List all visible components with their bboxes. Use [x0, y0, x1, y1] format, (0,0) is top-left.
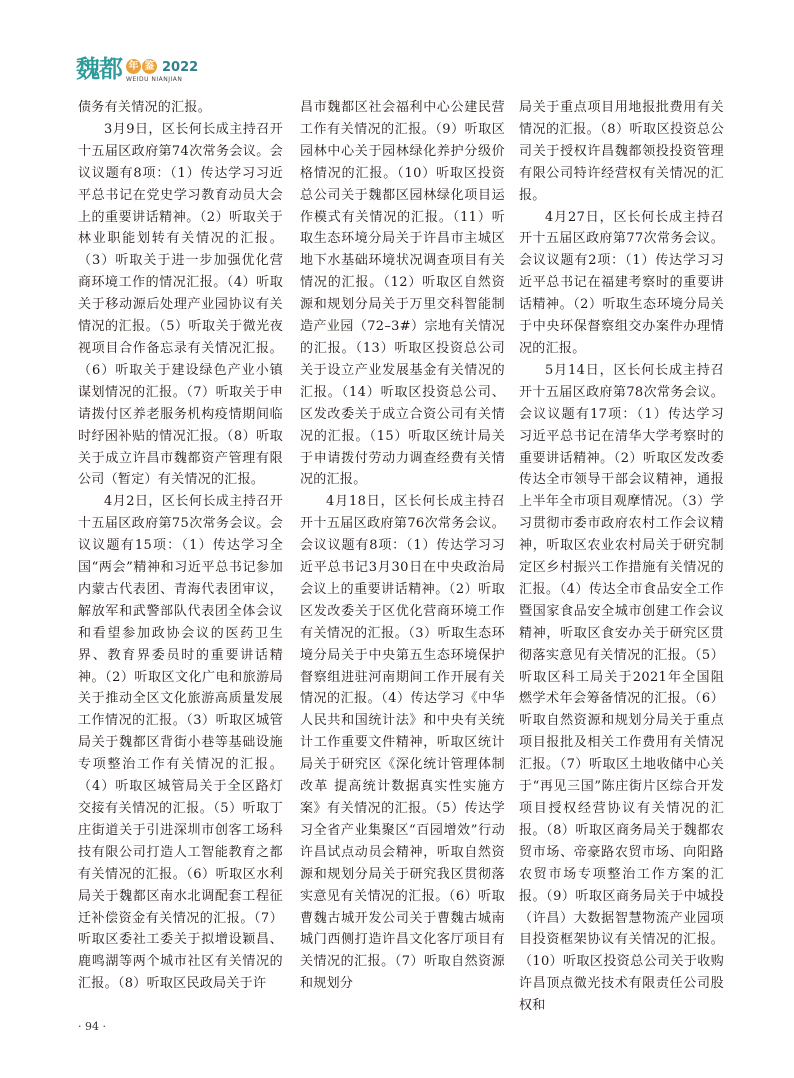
logo-subtitle: WEIDU NIANJIAN [126, 76, 183, 83]
text-column-3 [519, 97, 724, 1017]
logo-year: 2022 [162, 60, 199, 75]
logo-title: 魏都 [76, 54, 122, 83]
page-number: · 94 · [78, 1020, 106, 1033]
logo-badge [126, 59, 158, 74]
text-column-2 [300, 97, 505, 995]
paragraph: 局关于重点项目用地报批费用有关情况的汇报。（8）听取区投资总公司关于授权许昌魏都领投投资管理有限公司特许经营权有关情况的汇报。 [519, 100, 724, 203]
paragraph: 4月27日，区长何长成主持召开十五届区政府第77次常务会议。会议议题有2项：（1）传达学习习近平总书记在福建考察时的重要讲话精神。（2）听取生态环境分局关于中央环保督察组交办案件办理情况的汇报。 [519, 209, 724, 356]
logo-badge-char-2: 鉴 [142, 59, 157, 74]
logo-badge-char-1: 年 [126, 59, 141, 74]
paragraph: 5月14日，区长何长成主持召开十五届区政府第78次常务会议。会议议题有17项：（1）传达学习习近平总书记在清华大学考察时的重要讲话精神。（2）听取区发改委传达全市领导干部会议精神，通报上半年全市项目观摩情况。（3）学习贯彻市委市政府农村工作会议精神，听取区农业农村局关于研究制定区乡村振兴工作措施有关情况的汇报。（4）传达全市食品安全工作暨国家食品安全城市创建工作会议精神，听取区食安办关于研究区贯彻落实意见有关情况的汇报。（5）听取区科工局关于2021年全国阻燃学术年会筹备情况的汇报。（6）听取自然资源和规划分局关于重点项目报批及相关工作费用有关情况汇报。（7）听取区土地收储中心关于“再见三国”陈庄街片区综合开发项目授权经营协议有关情况的汇报。（8）听取区商务局关于魏都农贸市场、帝豪路农贸市场、向阳路农贸市场专项整治工作方案的汇报。（9）听取区商务局关于中城投（许昌）大数据智慧物流产业园项目投资框架协议有关情况的汇报。（10）听取区投资总公司关于收购许昌顶点微光技术有限责任公司股权和 [519, 362, 724, 1014]
paragraph: 4月2日，区长何长成主持召开十五届区政府第75次常务会议。会议议题有15项：（1）传达学习全国“两会”精神和习近平总书记参加内蒙古代表团、青海代表团审议，解放军和武警部队代表团全体会议和看望参加政协会议的医药卫生界、教育界委员时的重要讲话精神。（2）听取区文化广电和旅游局关于推动全区文化旅游高质量发展工作情况的汇报。（3）听取区城管局关于魏都区背街小巷等基础设施专项整治工作有关情况的汇报。（4）听取区城管局关于全区路灯交接有关情况的汇报。（5）听取丁庄街道关于引进深圳市创客工场科技有限公司打造人工智能教育之都有关情况的汇报。（6）听取区水利局关于魏都区南水北调配套工程征迁补偿资金有关情况的汇报。（7）听取区委社工委关于拟增设颖昌、鹿鸣湖等两个城市社区有关情况的汇报。（8）听取区民政局关于许 [78, 494, 283, 992]
paragraph: 4月18日，区长何长成主持召开十五届区政府第76次常务会议。会议议题有8项：（1）传达学习习近平总书记3月30日在中央政治局会议上的重要讲话精神。（2）听取区发改委关于区优化营商环境工作有关情况的汇报。（3）听取生态环境分局关于中央第五生态环境保护督察组进驻河南期间工作开展有关情况的汇报。（4）传达学习《中华人民共和国统计法》和中央有关统计工作重要文件精神，听取区统计局关于研究区《深化统计管理体制改革 提高统计数据真实性实施方案》有关情况的汇报。（5）传达学习全省产业集聚区“百园增效”行动许昌试点动员会精神，听取自然资源和规划分局关于研究我区贯彻落实意见有关情况的汇报。（6）听取曹魏古城开发公司关于曹魏古城南城门西侧打造许昌文化客厅项目有关情况的汇报。（7）听取自然资源和规划分 [300, 494, 505, 992]
header-logo [76, 56, 276, 88]
text-column-1 [78, 97, 283, 995]
paragraph: 债务有关情况的汇报。 [78, 100, 212, 115]
paragraph: 3月9日，区长何长成主持召开十五届区政府第74次常务会议。会议议题有8项：（1）传达学习习近平总书记在党史学习教育动员大会上的重要讲话精神。（2）听取关于林业职能划转有关情况的汇报。（3）听取关于进一步加强优化营商环境工作的情况汇报。（4）听取关于移动源后处理产业园协议有关情况的汇报。（5）听取关于微光夜视项目合作备忘录有关情况汇报。（6）听取关于建设绿色产业小镇谋划情况的汇报。（7）听取关于申请拨付区养老服务机构疫情期间临时纾困补贴的情况汇报。（8）听取关于成立许昌市魏都资产管理有限公司（暂定）有关情况的汇报。 [78, 121, 283, 488]
paragraph: 昌市魏都区社会福利中心公建民营工作有关情况的汇报。（9）听取区园林中心关于园林绿化养护分级价格情况的汇报。（10）听取区投资总公司关于魏都区园林绿化项目运作模式有关情况的汇报。（11）听取生态环境分局关于许昌市主城区地下水基础环境状况调查项目有关情况的汇报。（12）听取区自然资源和规划分局关于万里交科智能制造产业园（72–3#）宗地有关情况的汇报。（13）听取区投资总公司关于设立产业发展基金有关情况的汇报。（14）听取区投资总公司、区发改委关于成立合资公司有关情况的汇报。（15）听取区统计局关于申请拨付劳动力调查经费有关情况的汇报。 [300, 100, 505, 488]
